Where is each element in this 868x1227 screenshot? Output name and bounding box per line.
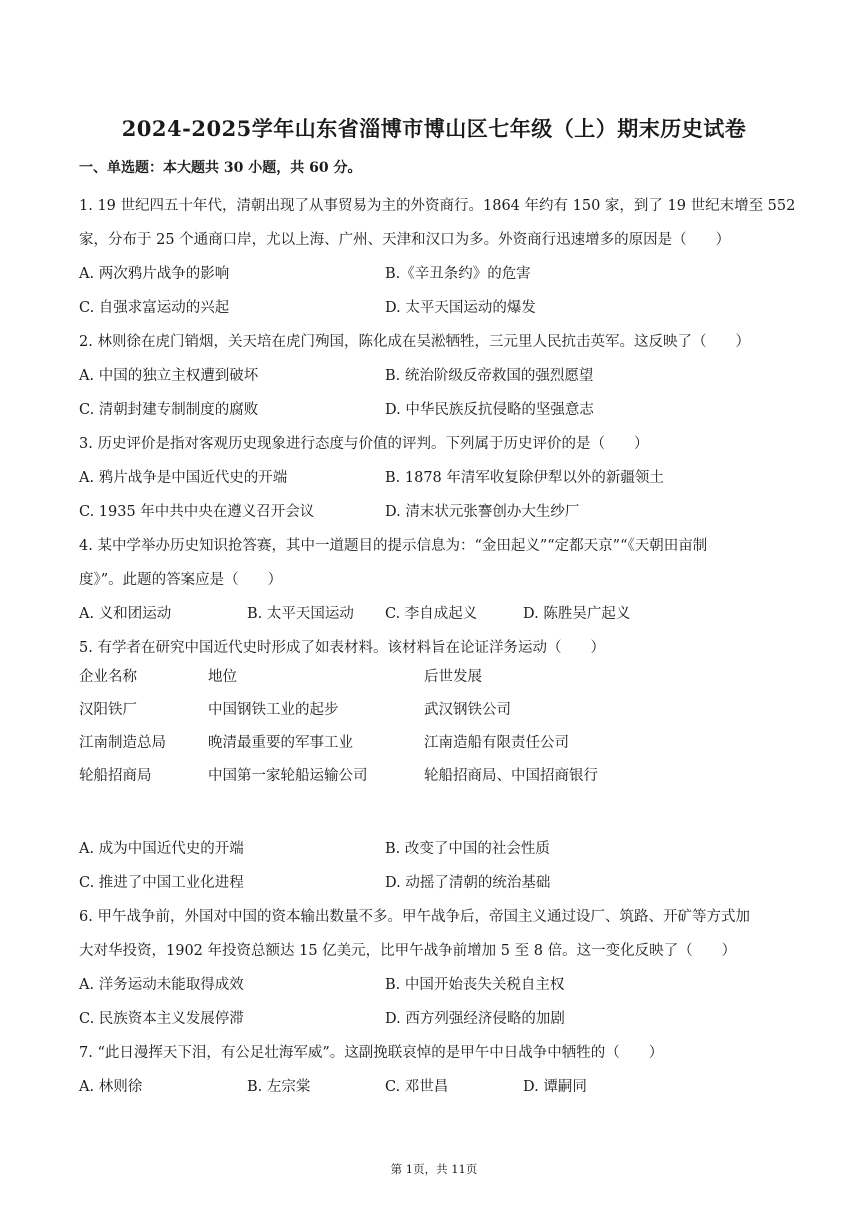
table-header-cell: 企业名称 (79, 669, 137, 685)
question-7-option-b: B. 左宗棠 (247, 1079, 311, 1095)
question-2-option-d: D. 中华民族反抗侵略的坚强意志 (385, 402, 594, 418)
question-1-option-c: C. 自强求富运动的兴起 (79, 300, 230, 316)
question-5-option-b: B. 改变了中国的社会性质 (385, 841, 550, 857)
question-7-option-d: D. 谭嗣同 (523, 1079, 587, 1095)
question-2-option-c: C. 清朝封建专制制度的腐败 (79, 402, 259, 418)
question-3-option-d: D. 清末状元张謇创办大生纱厂 (385, 504, 580, 520)
question-5-option-a: A. 成为中国近代史的开端 (79, 841, 244, 857)
question-1-option-d: D. 太平天国运动的爆发 (385, 300, 536, 316)
question-1-line-1: 1. 19 世纪四五十年代，清朝出现了从事贸易为主的外资商行。1864 年约有 150 家，到了 19 世纪末增至 552 (79, 198, 796, 214)
question-3-option-a: A. 鸦片战争是中国近代史的开端 (79, 470, 288, 486)
question-6-option-a: A. 洋务运动未能取得成效 (79, 977, 244, 993)
question-6-option-d: D. 西方列强经济侵略的加剧 (385, 1011, 565, 1027)
table-header-cell: 后世发展 (424, 669, 482, 685)
question-7-line-1: 7. “此日漫挥天下泪，有公足壮海军威”。这副挽联哀悼的是甲午中日战争中牺牲的（ ） (79, 1045, 664, 1061)
question-2-option-a: A. 中国的独立主权遭到破坏 (79, 368, 259, 384)
question-3-line-1: 3. 历史评价是指对客观历史现象进行态度与价值的评判。下列属于历史评价的是（ ） (79, 436, 649, 452)
question-2-option-b: B. 统治阶级反帝救国的强烈愿望 (385, 368, 594, 384)
question-4-option-b: B. 太平天国运动 (247, 606, 354, 622)
page-title: 2024-2025学年山东省淄博市博山区七年级（上）期末历史试卷 (121, 116, 747, 141)
question-4-option-c: C. 李自成起义 (385, 606, 478, 622)
section-heading: 一、单选题：本大题共 30 小题，共 60 分。 (79, 160, 362, 176)
question-1-option-a: A. 两次鸦片战争的影响 (79, 266, 230, 282)
question-6-option-b: B. 中国开始丧失关税自主权 (385, 977, 565, 993)
question-4-option-d: D. 陈胜吴广起义 (523, 606, 631, 622)
table-cell: 轮船招商局 (79, 768, 152, 784)
question-4-line-1: 4. 某中学举办历史知识抢答赛，其中一道题目的提示信息为：“金田起义”“定都天京”“《天朝田亩制 (79, 538, 708, 554)
question-1-option-b: B.《辛丑条约》的危害 (385, 266, 531, 282)
question-7-option-c: C. 邓世昌 (385, 1079, 449, 1095)
table-cell: 汉阳铁厂 (79, 702, 137, 718)
question-6-line-2: 大对华投资，1902 年投资总额达 15 亿美元，比甲午战争前增加 5 至 8 倍。这一变化反映了（ ） (79, 943, 737, 959)
table-cell: 中国第一家轮船运输公司 (208, 768, 368, 784)
question-2-line-1: 2. 林则徐在虎门销烟，关天培在虎门殉国，陈化成在吴淞牺牲，三元里人民抗击英军。这反映了（ ） (79, 334, 750, 350)
question-5-line-1: 5. 有学者在研究中国近代史时形成了如表材料。该材料旨在论证洋务运动（ ） (79, 640, 605, 656)
question-3-option-b: B. 1878 年清军收复除伊犁以外的新疆领土 (385, 470, 664, 486)
table-cell: 江南造船有限责任公司 (424, 735, 569, 751)
question-6-option-c: C. 民族资本主义发展停滞 (79, 1011, 244, 1027)
question-7-option-a: A. 林则徐 (79, 1079, 143, 1095)
question-5-option-d: D. 动摇了清朝的统治基础 (385, 875, 551, 891)
table-cell: 武汉钢铁公司 (424, 702, 511, 718)
page-footer: 第 1页，共 11页 (390, 1162, 478, 1176)
table-cell: 江南制造总局 (79, 735, 166, 751)
question-6-line-1: 6. 甲午战争前，外国对中国的资本输出数量不多。甲午战争后，帝国主义通过设厂、筑路、开矿等方式加 (79, 909, 750, 925)
question-3-option-c: C. 1935 年中共中央在遵义召开会议 (79, 504, 315, 520)
question-5-option-c: C. 推进了中国工业化进程 (79, 875, 244, 891)
table-cell: 中国钢铁工业的起步 (208, 702, 339, 718)
question-4-line-2: 度》”。此题的答案应是（ ） (79, 572, 283, 588)
table-cell: 轮船招商局、中国招商银行 (424, 768, 598, 784)
question-1-line-2: 家，分布于 25 个通商口岸，尤以上海、广州、天津和汉口为多。外资商行迅速增多的原因是（ ） (79, 232, 731, 248)
table-header-cell: 地位 (208, 669, 237, 685)
table-cell: 晚清最重要的军事工业 (208, 735, 353, 751)
question-4-option-a: A. 义和团运动 (79, 606, 172, 622)
